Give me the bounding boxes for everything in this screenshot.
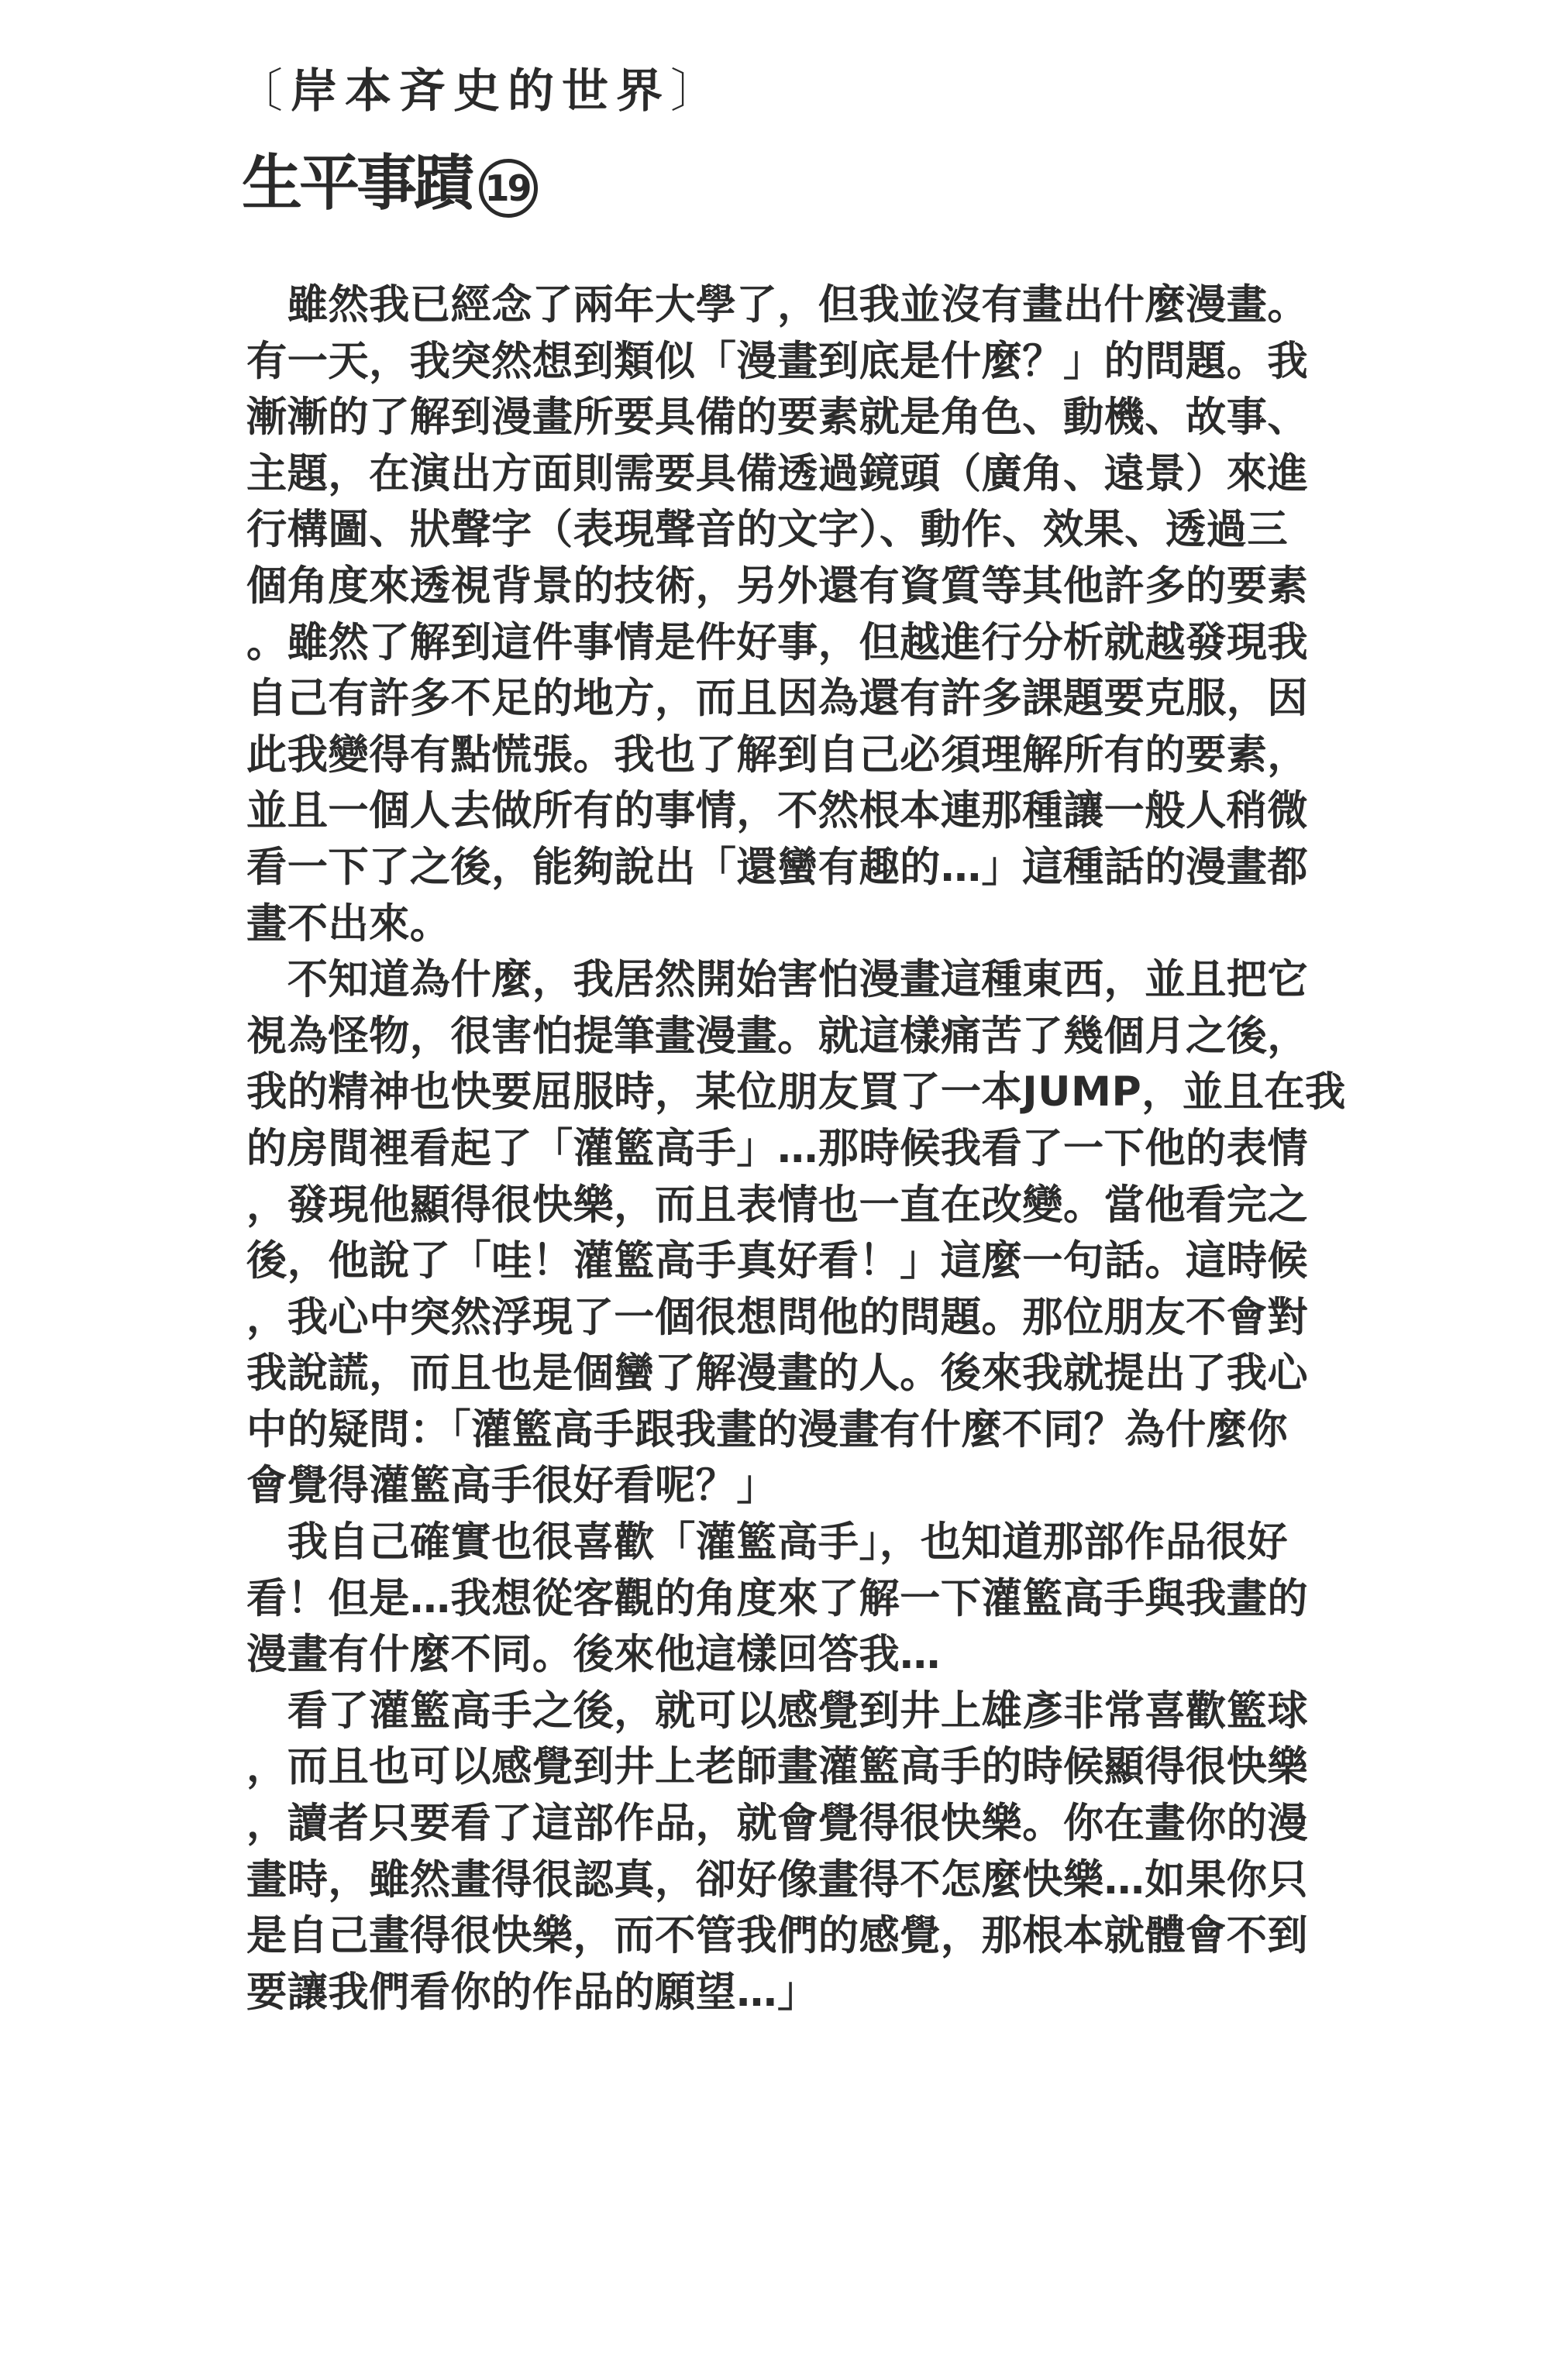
text-line: ，發現他顯得很快樂，而且表情也一直在改變。當他看完之 <box>246 1181 1309 1229</box>
text-line: 的房間裡看起了「灌籃高手」…那時候我看了一下他的表情 <box>246 1124 1309 1172</box>
paragraph-3 <box>246 1515 1418 1684</box>
text-line: 畫不出來。 <box>246 899 451 948</box>
text-line: 並且一個人去做所有的事情，不然根本連那種讓一般人稍微 <box>246 787 1309 835</box>
text-line: 我的精神也快要屈服時，某位朋友買了一本JUMP，並且在我 <box>246 1068 1346 1116</box>
close-bracket: 〕 <box>670 64 725 119</box>
text-line: 視為怪物，很害怕提筆畫漫畫。就這樣痛苦了幾個月之後， <box>246 1012 1309 1060</box>
text-line: 看了灌籃高手之後，就可以感覺到井上雄彥非常喜歡籃球 <box>246 1687 1309 1735</box>
text-line: 是自己畫得很快樂，而不管我們的感覺，那根本就體會不到 <box>246 1912 1309 1960</box>
text-line: 要讓我們看你的作品的願望…」 <box>246 1968 818 2016</box>
text-line: 。雖然了解到這件事情是件好事，但越進行分析就越發現我 <box>246 618 1309 666</box>
series-heading-text: 岸本斉史的世界 <box>291 64 670 119</box>
text-line: ，讀者只要看了這部作品，就會覺得很快樂。你在畫你的漫 <box>246 1800 1309 1848</box>
text-line: 會覺得灌籃高手很好看呢？」 <box>246 1462 778 1510</box>
text-line: 看一下了之後，能夠說出「還蠻有趣的…」這種話的漫畫都 <box>246 843 1309 891</box>
paragraph-1 <box>246 277 1418 952</box>
text-line: 行構圖、狀聲字（表現聲音的文字）、動作、效果、透過三 <box>246 506 1289 554</box>
text-line: 此我變得有點慌張。我也了解到自己必須理解所有的要素， <box>246 731 1309 779</box>
text-line: 雖然我已經念了兩年大學了，但我並沒有畫出什麼漫畫。 <box>246 281 1309 328</box>
paragraph-4 <box>246 1684 1418 2021</box>
text-line: 個角度來透視背景的技術，另外還有資質等其他許多的要素 <box>246 562 1309 610</box>
text-line: 自己有許多不足的地方，而且因為還有許多課題要克服，因 <box>246 675 1309 723</box>
text-line: 漫畫有什麼不同。後來他這樣回答我… <box>246 1631 941 1679</box>
text-line: 有一天，我突然想到類似「漫畫到底是什麼？」的問題。我 <box>246 337 1309 385</box>
paragraph-2 <box>246 952 1418 1515</box>
circled-chapter-number: 19 <box>479 159 538 218</box>
text-line: 我說謊，而且也是個蠻了解漫畫的人。後來我就提出了我心 <box>246 1350 1309 1398</box>
text-line: 畫時，雖然畫得很認真，卻好像畫得不怎麼快樂…如果你只 <box>246 1856 1309 1904</box>
text-line: ，而且也可以感覺到井上老師畫灌籃高手的時候顯得很快樂 <box>246 1743 1309 1791</box>
text-line: 中的疑問：「灌籃高手跟我畫的漫畫有什麼不同？為什麼你 <box>246 1405 1289 1453</box>
chapter-title-text: 生平事蹟 <box>242 149 472 218</box>
open-bracket: 〔 <box>236 64 291 119</box>
text-line: 後，他說了「哇！灌籃高手真好看！」這麼一句話。這時候 <box>246 1237 1309 1285</box>
series-heading <box>236 64 725 119</box>
chapter-title <box>242 149 538 218</box>
text-line: 我自己確實也很喜歡「灌籃高手」，也知道那部作品很好 <box>246 1518 1289 1567</box>
body-text <box>246 277 1418 2021</box>
text-line: 不知道為什麼，我居然開始害怕漫畫這種東西，並且把它 <box>246 956 1309 1004</box>
text-line: 漸漸的了解到漫畫所要具備的要素就是角色、動機、故事、 <box>246 394 1309 442</box>
text-line: ，我心中突然浮現了一個很想問他的問題。那位朋友不會對 <box>246 1293 1309 1341</box>
text-line: 看！但是…我想從客觀的角度來了解一下灌籃高手與我畫的 <box>246 1574 1309 1622</box>
text-line: 主題，在演出方面則需要具備透過鏡頭（廣角、遠景）來進 <box>246 449 1309 497</box>
